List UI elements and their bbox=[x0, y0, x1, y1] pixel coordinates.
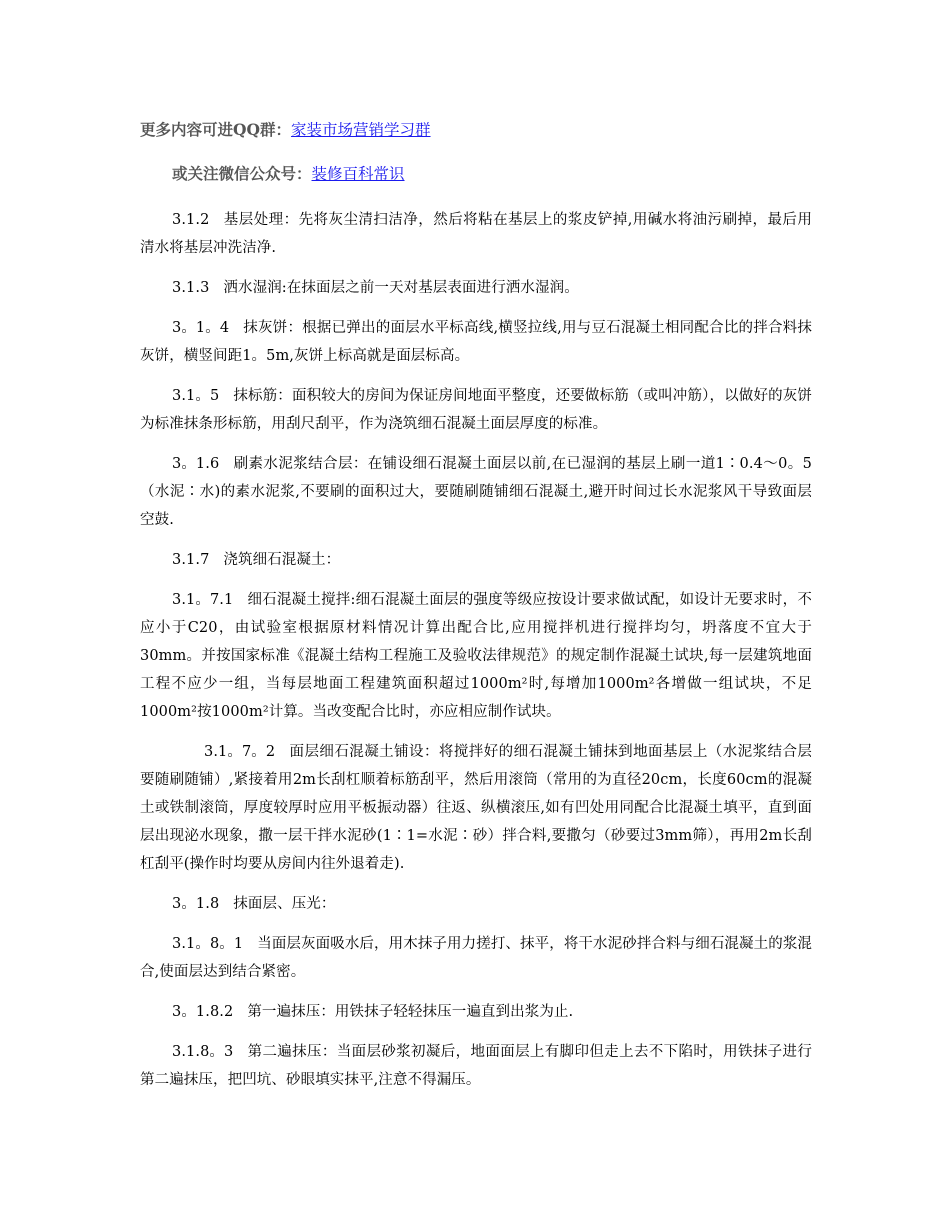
paragraph-text: 细石混凝土搅拌:细石混凝土面层的强度等级应按设计要求做试配，如设计无要求时，不应小于C20，由试验室根据原材料情况计算出配合比,应用搅拌机进行搅拌均匀，坍落度不宜大于30mm。并按国家标准《混凝土结构工程施工及验收法律规范》的规定制作混凝土试块,每一层建筑地面工程不应少一组，当每层地面工程建筑面积超过1000m²时,每增加1000m²各增做一组试块，不足1000m²按1000m²计算。当改变配合比时，亦应相应制作试块。 bbox=[140, 592, 812, 720]
paragraph-text: 面层细石混凝土铺设：将搅拌好的细石混凝土铺抹到地面基层上（水泥浆结合层要随刷随铺）,紧接着用2m长刮杠顺着标筋刮平，然后用滚筒（常用的为直径20cm，长度60cm的混凝土或铁制滚筒，厚度较厚时应用平板振动器）往返、纵横滚压,如有凹处用同配合比混凝土填平，直到面层出现泌水现象，撒一层干拌水泥砂(1∶1=水泥∶砂）拌合料,要撒匀（砂要过3mm筛），再用2m长刮杠刮平(操作时均要从房间内往外退着走). bbox=[140, 744, 812, 872]
wechat-line bbox=[140, 162, 812, 186]
paragraph-3-1-6 bbox=[140, 450, 812, 534]
paragraph-3-1-7-1 bbox=[140, 586, 812, 726]
section-number: 3.1.3 bbox=[172, 280, 210, 296]
paragraph-text: 浇筑细石混凝土： bbox=[223, 552, 341, 568]
paragraph-text: 基层处理：先将灰尘清扫洁净，然后将粘在基层上的浆皮铲掉,用碱水将油污刷掉，最后用清水将基层冲洗洁净. bbox=[140, 212, 812, 256]
paragraph-text: 抹标筋：面积较大的房间为保证房间地面平整度，还要做标筋（或叫冲筋），以做好的灰饼为标准抹条形标筋，用刮尺刮平，作为浇筑细石混凝土面层厚度的标准。 bbox=[140, 388, 812, 432]
section-number: 3.1.8。3 bbox=[172, 1044, 234, 1060]
section-number: 3。1.6 bbox=[172, 456, 220, 472]
section-number: 3.1.2 bbox=[172, 212, 210, 228]
wechat-link[interactable]: 装修百科常识 bbox=[311, 165, 405, 183]
paragraph-3-1-5 bbox=[140, 382, 812, 438]
section-number: 3.1.7 bbox=[172, 552, 210, 568]
qq-group-label: 更多内容可进QQ群： bbox=[140, 120, 292, 139]
qq-group-line bbox=[140, 118, 812, 142]
paragraph-3-1-7 bbox=[140, 546, 812, 574]
paragraph-3-1-2 bbox=[140, 206, 812, 262]
section-number: 3.1。5 bbox=[172, 388, 220, 404]
wechat-label: 或关注微信公众号： bbox=[172, 164, 312, 183]
section-number: 3.1。8。1 bbox=[172, 936, 244, 952]
qq-group-link[interactable]: 家装市场营销学习群 bbox=[291, 121, 431, 139]
paragraph-3-1-8-1 bbox=[140, 930, 812, 986]
section-number: 3。1.8 bbox=[172, 896, 220, 912]
paragraph-3-1-8-3 bbox=[140, 1038, 812, 1094]
paragraph-3-1-7-2 bbox=[140, 738, 812, 878]
section-number: 3.1。7.1 bbox=[172, 592, 234, 608]
section-number: 3。1。4 bbox=[172, 320, 230, 336]
paragraph-3-1-4 bbox=[140, 314, 812, 370]
section-number: 3.1。7。2 bbox=[204, 744, 276, 760]
paragraph-text: 当面层灰面吸水后，用木抹子用力搓打、抹平，将干水泥砂拌合料与细石混凝土的浆混合,使面层达到结合紧密。 bbox=[140, 936, 813, 980]
paragraph-text: 洒水湿润:在抹面层之前一天对基层表面进行洒水湿润。 bbox=[223, 280, 579, 296]
paragraph-text: 抹灰饼：根据已弹出的面层水平标高线,横竖拉线,用与豆石混凝土相同配合比的拌合料抹灰饼，横竖间距1。5m,灰饼上标高就是面层标高。 bbox=[140, 320, 812, 364]
paragraph-3-1-3 bbox=[140, 274, 812, 302]
paragraph-text: 抹面层、压光： bbox=[233, 896, 336, 912]
document-page bbox=[140, 118, 812, 1106]
paragraph-text: 第二遍抹压：当面层砂浆初凝后，地面面层上有脚印但走上去不下陷时，用铁抹子进行第二遍抹压，把凹坑、砂眼填实抹平,注意不得漏压。 bbox=[140, 1044, 812, 1088]
section-number: 3。1.8.2 bbox=[172, 1004, 234, 1020]
paragraph-3-1-8 bbox=[140, 890, 812, 918]
paragraph-text: 刷素水泥浆结合层：在铺设细石混凝土面层以前,在已湿润的基层上刷一道1∶0.4～0。5（水泥∶水)的素水泥浆,不要刷的面积过大，要随刷随铺细石混凝土,避开时间过长水泥浆风干导致面层空鼓. bbox=[140, 456, 812, 528]
paragraph-3-1-8-2 bbox=[140, 998, 812, 1026]
paragraph-text: 第一遍抹压：用铁抹子轻轻抹压一遍直到出浆为止. bbox=[247, 1004, 574, 1020]
